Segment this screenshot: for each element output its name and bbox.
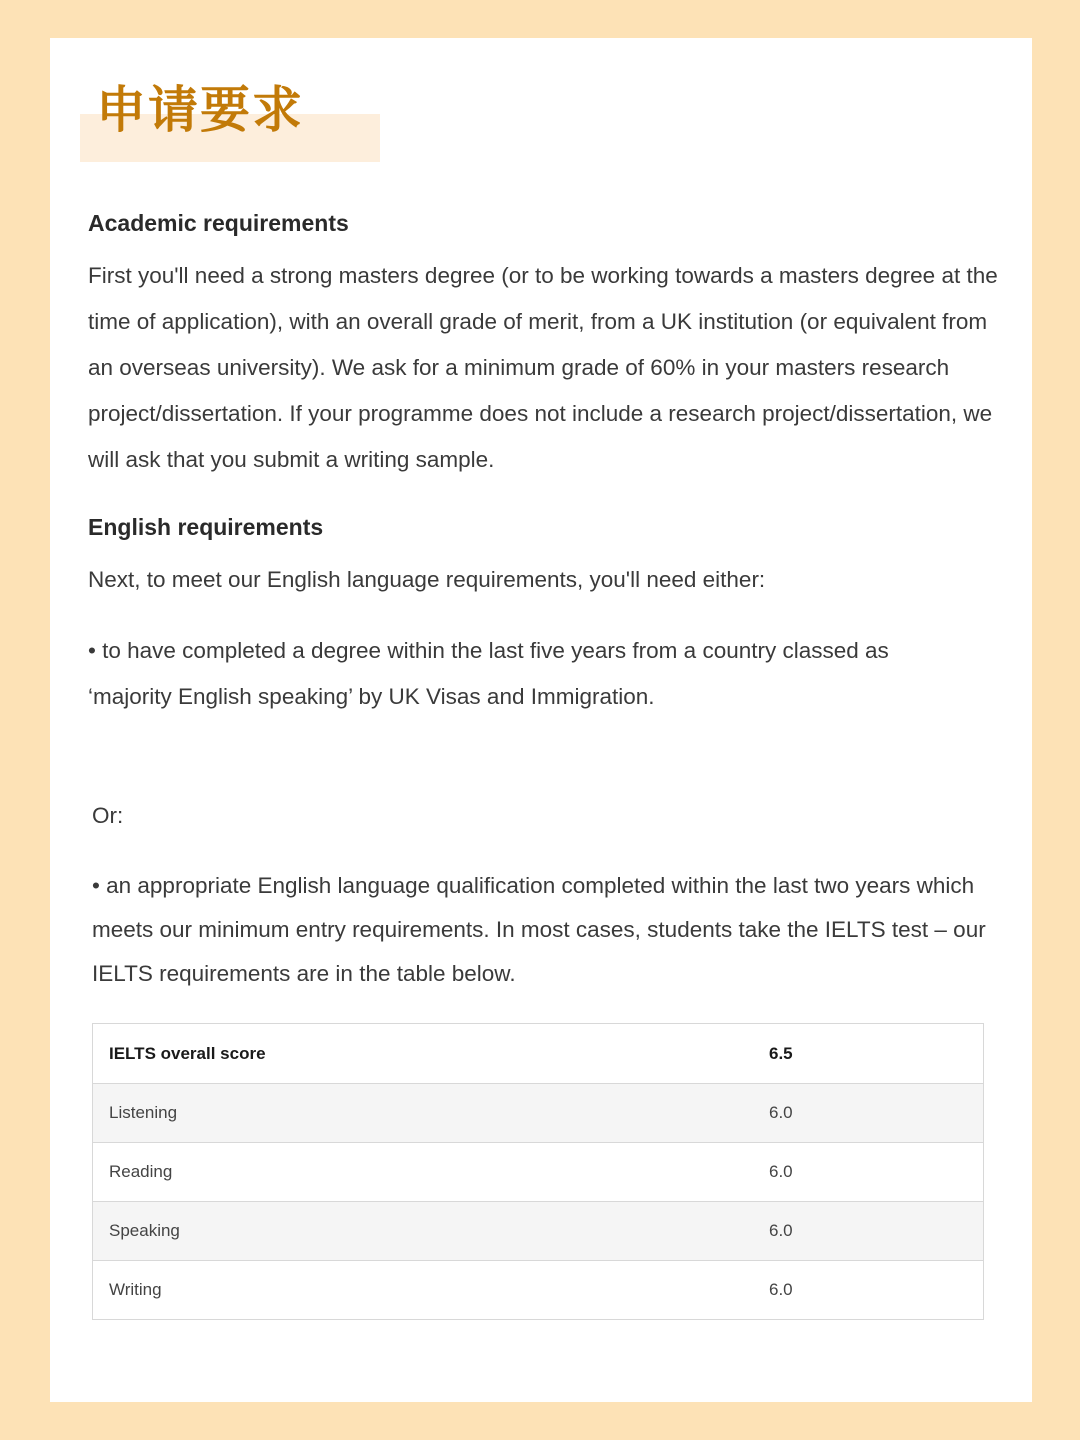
or-label: Or: [92, 803, 124, 828]
table-cell-value: 6.0 [769, 1280, 793, 1299]
academic-body: First you'll need a strong masters degree (or to be working towards a masters degree at the time of application), with an overall grade of merit, from a UK institution (or equivalent from an overseas university). We ask for a minimum grade of 60% in your masters research project/dissertation. If your programme does not include a research project/dissertation, we will ask that you submit a writing sample. [88, 263, 998, 472]
academic-heading: Academic requirements [88, 210, 349, 236]
page-title: 申请要求 [96, 81, 304, 139]
table-row [93, 1024, 983, 1083]
table-cell-label: Speaking [109, 1221, 180, 1240]
table-row [93, 1260, 983, 1319]
table-row [93, 1083, 983, 1142]
table-cell-value: 6.0 [769, 1162, 793, 1181]
content-card [50, 38, 1032, 1402]
table-cell-label: IELTS overall score [109, 1043, 266, 1063]
table-cell-label: Reading [109, 1162, 173, 1181]
title-block [80, 78, 380, 162]
table-row [93, 1201, 983, 1260]
english-option-1: • to have completed a degree within the last five years from a country classed as ‘majority English speaking’ by UK Visas and Immigration. [88, 638, 889, 709]
table-cell-value: 6.5 [769, 1043, 793, 1063]
english-intro: Next, to meet our English language requirements, you'll need either: [88, 567, 766, 592]
table-cell-label: Writing [109, 1280, 162, 1299]
ielts-table [92, 1023, 984, 1320]
table-cell-value: 6.0 [769, 1221, 793, 1240]
table-cell-label: Listening [109, 1103, 178, 1122]
english-heading: English requirements [88, 514, 324, 540]
table-row [93, 1142, 983, 1201]
table-cell-value: 6.0 [769, 1103, 793, 1122]
english-option-2: • an appropriate English language qualification completed within the last two years which meets our minimum entry requirements. In most cases, students take the IELTS test – our IELTS requirements are in the table below. [92, 873, 986, 986]
